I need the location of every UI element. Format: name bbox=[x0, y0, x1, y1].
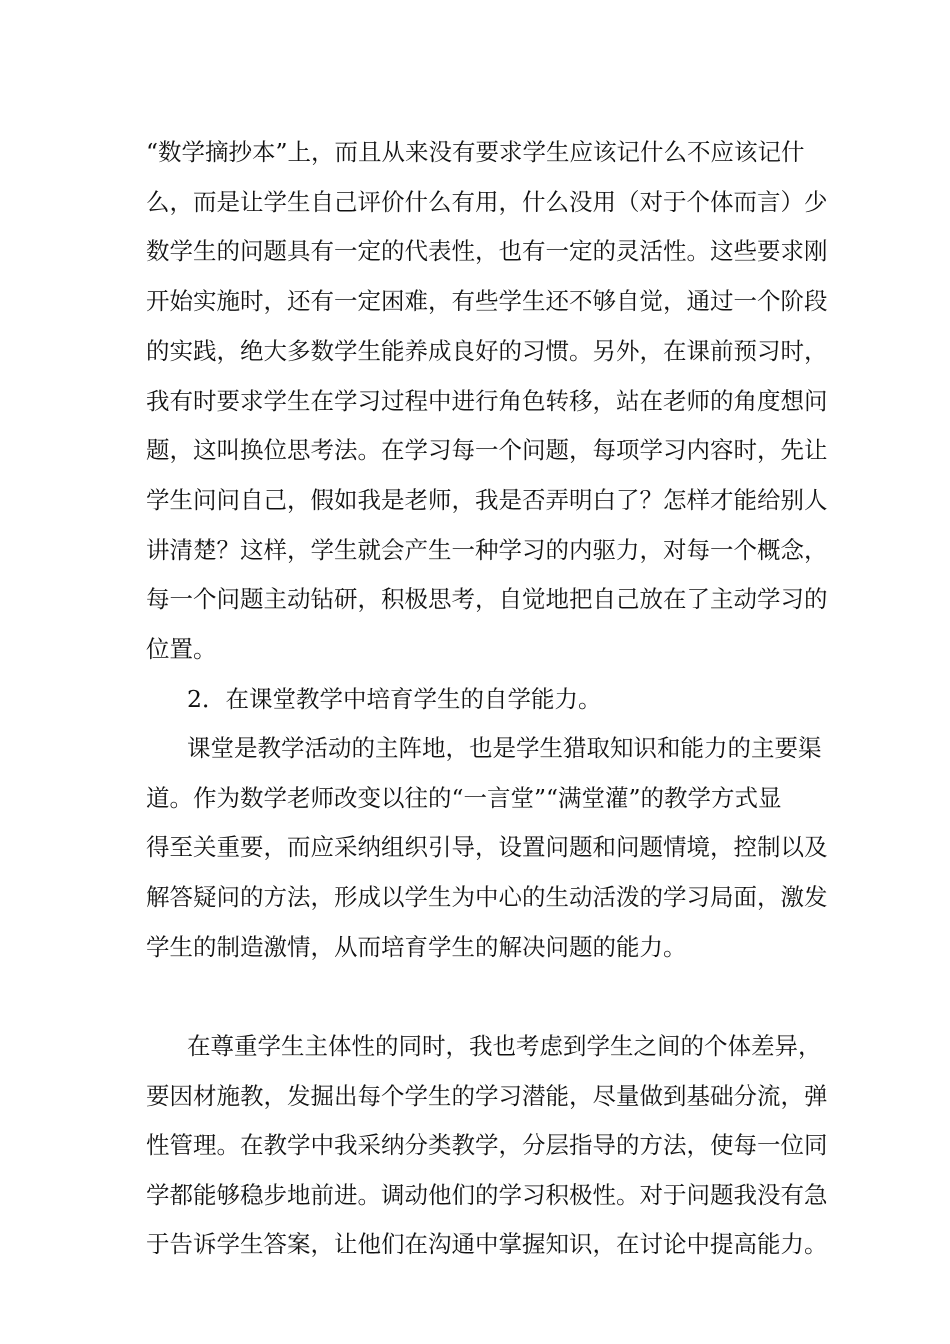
text-line: “数学摘抄本”上，而且从来没有要求学生应该记什么不应该记什 bbox=[146, 138, 805, 166]
text-line: 学生问问自己，假如我是老师，我是否弄明白了？怎样才能给别人 bbox=[146, 486, 828, 514]
text-line: 要因材施教，发掘出每个学生的学习潜能，尽量做到基础分流，弹 bbox=[146, 1082, 828, 1110]
text-line: 么，而是让学生自己评价什么有用，什么没用（对于个体而言）少 bbox=[146, 188, 828, 216]
text-line: 的实践，绝大多数学生能养成良好的习惯。另外，在课前预习时， bbox=[146, 337, 828, 365]
text-line: 开始实施时，还有一定困难，有些学生还不够自觉，通过一个阶段 bbox=[146, 287, 828, 315]
text-line: 学生的制造激情，从而培育学生的解决问题的能力。 bbox=[146, 933, 687, 961]
text-line: 性管理。在教学中我采纳分类教学，分层指导的方法，使每一位同 bbox=[146, 1131, 828, 1159]
text-line: 道。作为数学老师改变以往的“一言堂”“满堂灌”的教学方式显 bbox=[146, 784, 782, 812]
text-line: 我有时要求学生在学习过程中进行角色转移，站在老师的角度想问 bbox=[146, 387, 828, 415]
text-line: 课堂是教学活动的主阵地，也是学生猎取知识和能力的主要渠 bbox=[187, 734, 822, 762]
text-line: 讲清楚？这样，学生就会产生一种学习的内驱力，对每一个概念， bbox=[146, 536, 828, 564]
text-line: 数学生的问题具有一定的代表性，也有一定的灵活性。这些要求刚 bbox=[146, 237, 828, 265]
text-line: 得至关重要，而应采纳组织引导，设置问题和问题情境，控制以及 bbox=[146, 833, 828, 861]
text-line: 位置。 bbox=[146, 635, 217, 663]
section-heading: 2．在课堂教学中培育学生的自学能力。 bbox=[187, 685, 602, 713]
text-line: 解答疑问的方法，形成以学生为中心的生动活泼的学习局面，激发 bbox=[146, 883, 828, 911]
text-line: 题，这叫换位思考法。在学习每一个问题，每项学习内容时，先让 bbox=[146, 436, 828, 464]
text-line: 每一个问题主动钻研，积极思考，自觉地把自己放在了主动学习的 bbox=[146, 585, 828, 613]
text-line: 学都能够稳步地前进。调动他们的学习积极性。对于问题我没有急 bbox=[146, 1181, 828, 1209]
text-line: 于告诉学生答案，让他们在沟通中掌握知识，在讨论中提高能力。 bbox=[146, 1230, 828, 1258]
text-line: 在尊重学生主体性的同时，我也考虑到学生之间的个体差异， bbox=[187, 1032, 822, 1060]
